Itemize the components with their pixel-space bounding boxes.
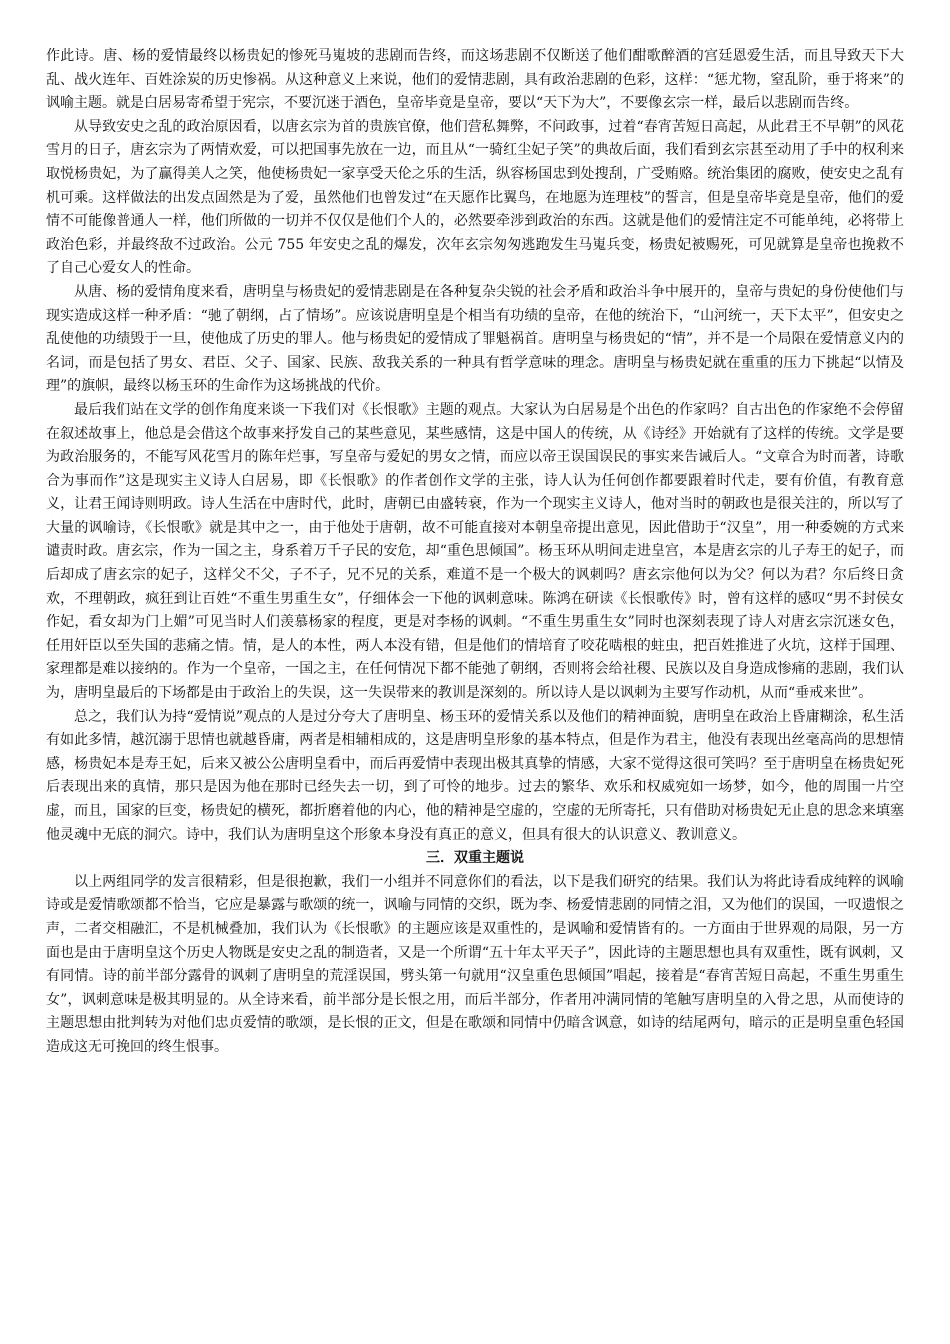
paragraph-political-cause: 从导致安史之乱的政治原因看，以唐玄宗为首的贵族官僚，他们营私舞弊，不问政事，过着“春宵苦短日高起，从此君王不早朝”的风花雪月的日子，唐玄宗为了两情欢爱，可以把国事先放在一边，而且从“一骑红尘妃子笑”的典故后面，我们看到玄宗甚至动用了手中的权利来取悦杨贵妃，为了赢得美人之笑，他使杨贵妃一家享受天伦之乐的生活，纵容杨国忠到处搜刮，广受贿赂。统治集团的腐败，使安史之乱有机可乘。这样做法的出发点固然是为了爱，虽然他们也曾发过“在天愿作比翼鸟，在地愿为连理枝”的誓言，但是皇帝毕竟是皇帝，他们的爱情不可能像普通人一样，他们所做的一切并不仅仅是他们个人的，必然要牵涉到政治的东西。这就是他们的爱情注定不可能单纯，必将带上政治色彩，并最终敌不过政治。公元 755 年安史之乱的爆发，次年玄宗匆匆逃跑发生马嵬兵变，杨贵妃被赐死，可见就算是皇帝也挽救不了自己心爱女人的性命。 xyxy=(46,118,904,277)
section-title: 三．双重主题说 xyxy=(426,850,524,867)
paragraph-literary-perspective: 最后我们站在文学的创作角度来谈一下我们对《长恨歌》主题的观点。大家认为白居易是个出色的作家吗？自古出色的作家绝不会停留在叙述故事上，他总是会借这个故事来抒发自己的某些意见，某些感情，这是中国人的传统，从《诗经》开始就有了这样的传统。文学是要为政治服务的，不能写风花雪月的陈年烂事，写皇帝与爱妃的男女之情，而应以帝王误国误民的事实来告诫后人。“文章合为时而著，诗歌合为事而作”这是现实主义诗人白居易，即《长恨歌》的作者创作文学的主张，诗人认为任何创作都要跟着时代走，要有价值，有教育意义，让君王闻诗则明政。诗人生活在中唐时代，此时，唐朝已由盛转衰，作为一个现实主义诗人，他对当时的朝政也是很关注的，所以写了大量的讽喻诗，《长恨歌》就是其中之一，由于他处于唐朝，故不可能直接对本朝皇帝提出意见，因此借助于“汉皇”，用一种委婉的方式来谴责时政。唐玄宗，作为一国之主，身系着万千子民的安危，却“重色思倾国”。杨玉环从明间走进皇宫，本是唐玄宗的儿子寿王的妃子，而后却成了唐玄宗的妃子，这样父不父，子不子，兄不兄的关系，难道不是一个极大的讽刺吗？唐玄宗他何以为父？何以为君？尔后终日贪欢，不理朝政，疯狂到让百姓“不重生男重生女”，仔细体会一下他的讽刺意味。陈鸿在研读《长恨歌传》时，曾有这样的感叹“男不封侯女作妃，看女却为门上媚”可见当时人们羡慕杨家的程度，更是对李杨的讽刺。“不重生男重生女”同时也深刻表现了诗人对唐玄宗沉迷女色，任用奸臣以至失国的悲痛之情。情，是人的本性，两人本没有错，但是他们的情培育了咬花啮根的蛀虫，把百姓推进了火坑，这样于国理、家理都是难以接纳的。作为一个皇帝，一国之主，在任何情况下都不能弛了朝纲，否则将会给社稷、民族以及自身造成惨痛的悲剧，我们认为，唐明皇最后的下场都是由于政治上的失误，这一失误带来的教训是深刻的。所以诗人是以讽刺为主要写作动机，从而“垂戒来世”。 xyxy=(46,401,904,702)
paragraph-love-perspective: 从唐、杨的爱情角度来看，唐明皇与杨贵妃的爱情悲剧是在各种复杂尖锐的社会矛盾和政治斗争中展开的，皇帝与贵妃的身份使他们与现实造成这样一种矛盾：“驰了朝纲，占了情场”。应该说唐明皇是个相当有功绩的皇帝，在他的统治下，“山河统一，天下太平”，但安史之乱使他的功绩毁于一旦，使他成了历史的罪人。他与杨贵妃的爱情成了罪魁祸首。唐明皇与杨贵妃的“情”，并不是一个局限在爱情意义内的名词，而是包括了男女、君臣、父子、国家、民族、敌我关系的一种具有哲学意味的理念。唐明皇与杨贵妃就在重重的压力下挑起“以情及理”的旗帜，最终以杨玉环的生命作为这场挑战的代价。 xyxy=(46,283,904,395)
paragraph-dual-theme: 以上两组同学的发言很精彩，但是很抱歉，我们一小组并不同意你们的看法，以下是我们研究的结果。我们认为将此诗看成纯粹的讽喻诗或是爱情歌颂都不恰当，它应是暴露与歌颂的统一，讽喻与同情的交织，既为李、杨爱情悲剧的同情之泪，又为他们的误国，一叹遗恨之声，二者交相融汇，不是机械叠加，我们认为《长恨歌》的主题应该是双重性的，是讽喻和爱情皆有的。一方面由于世界观的局限，另一方面也是由于唐明皇这个历史人物既是安史之乱的制造者，又是一个所谓“五十年太平天子”，因此诗的主题思想也具有双重性，既有讽刺，又有同情。诗的前半部分露骨的讽刺了唐明皇的荒淫误国，劈头第一句就用“汉皇重色思倾国”唱起，接着是“春宵苦短日高起，不重生男重生女”，讽刺意味是极其明显的。从全诗来看，前半部分是长恨之用，而后半部分，作者用冲满同情的笔触写唐明皇的入骨之思，从而使诗的主题思想由批判转为对他们忠贞爱情的歌颂，是长恨的正文，但是在歌颂和同情中仍暗含讽意，如诗的结尾两句，暗示的正是明皇重色轻国造成这无可挽回的终生恨事。 xyxy=(46,873,904,1055)
paragraph-conclusion: 总之，我们认为持“爱情说”观点的人是过分夸大了唐明皇、杨玉环的爱情关系以及他们的精神面貌，唐明皇在政治上昏庸糊涂，私生活有如此多情，越沉溺于思情也就越昏庸，两者是相辅相成的，这是唐明皇形象的基本特点，但是作为君主，他没有表现出丝毫高尚的思想情感，杨贵妃本是寿王妃，后来又被公公唐明皇看中，而后再爱情中表现出极其真挚的情感，大家不觉得这很可笑吗？至于唐明皇在杨贵妃死后表现出来的真情，那只是因为他在那时已经失去一切，到了可怜的地步。过去的繁华、欢乐和权威宛如一场梦，如今，他的周围一片空虚，而且，国家的巨变，杨贵妃的横死，都折磨着他的内心，他的精神是空虚的，空虚的无所寄托，只有借助对杨贵妃无止息的思念来填塞他灵魂中无底的洞穴。诗中，我们认为唐明皇这个形象本身没有真正的意义，但具有很大的认识意义、教训意义。 xyxy=(46,708,904,843)
paragraph-continuation: 作此诗。唐、杨的爱情最终以杨贵妃的惨死马嵬坡的悲剧而告终，而这场悲剧不仅断送了他们酣歌醉酒的宫廷恩爱生活，而且导致天下大乱、战火连年、百姓涂炭的历史惨祸。从这种意义上来说，他们的爱情悲剧，具有政治悲剧的色彩，这样：“惩尤物，窒乱阶，垂于将来”的讽喻主题。就是白居易寄希望于宪宗，不要沉迷于酒色，皇帝毕竟是皇帝，要以“天下为大”，不要像玄宗一样，最后以悲剧而告终。 xyxy=(46,48,904,112)
